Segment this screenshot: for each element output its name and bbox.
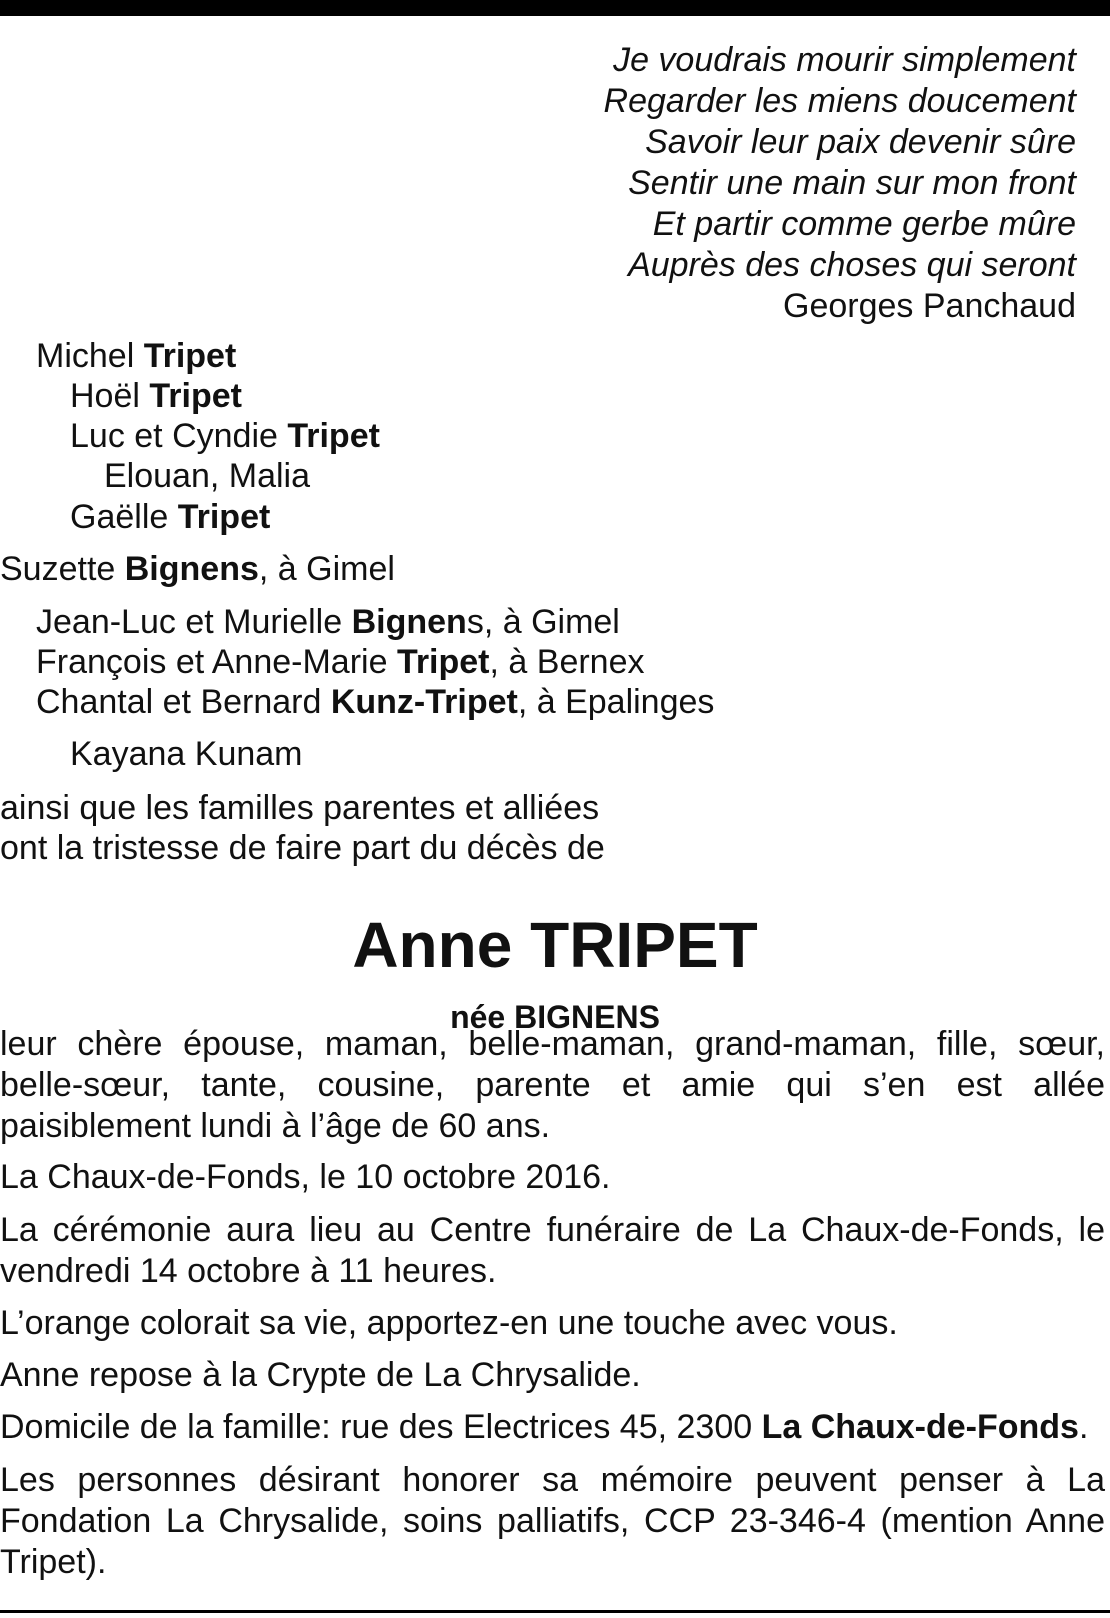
ceremony-paragraph: La cérémonie aura lieu au Centre funéraire de La Chaux-de-Fonds, le vendredi 14 octobre à 11 heures. bbox=[0, 1211, 1105, 1290]
mourner-place: , à Epalinges bbox=[517, 683, 715, 721]
deceased-maiden-name: née BIGNENS bbox=[450, 999, 660, 1035]
domicile-address: Domicile de la famille: rue des Electrices 45, 2300 bbox=[0, 1408, 762, 1446]
mourner-place: , à Bernex bbox=[489, 643, 645, 681]
mourner-place: , à Gimel bbox=[258, 550, 395, 588]
orange-paragraph: L’orange colorait sa vie, apportez-en une touche avec vous. bbox=[0, 1304, 898, 1342]
mourner-first-name: Gaëlle bbox=[70, 498, 178, 536]
mourner-suzette bbox=[0, 549, 395, 589]
mourner-chantal bbox=[36, 682, 714, 722]
intro-line-2: ont la tristesse de faire part du décès de bbox=[0, 829, 605, 867]
mourner-first-name: Hoël bbox=[70, 377, 150, 415]
intro-line-1: ainsi que les familles parentes et alliées bbox=[0, 789, 600, 827]
mourner-last-name: Bignen bbox=[351, 603, 467, 641]
mourner-last-name: Bignens bbox=[124, 550, 259, 588]
mourner-jeanluc bbox=[36, 602, 620, 642]
mourner-last-name: Tripet bbox=[177, 498, 271, 536]
top-rule bbox=[0, 0, 1110, 16]
poem-verse: Regarder les miens doucement bbox=[603, 82, 1076, 120]
description-paragraph: leur chère épouse, maman, belle-maman, grand-maman, fille, sœur, belle-sœur, tante, cousine, parente et amie qui s’en est allée paisiblement lundi à l’âge de 60 ans. bbox=[0, 1025, 1105, 1145]
mourner-luc bbox=[70, 416, 380, 456]
mourner-last-name: Kunz-Tripet bbox=[330, 683, 518, 721]
poem-verse: Et partir comme gerbe mûre bbox=[652, 205, 1076, 243]
mourner-hoel bbox=[70, 376, 242, 416]
mourner-grandchildren: Elouan, Malia bbox=[104, 457, 311, 495]
mourner-gaelle bbox=[70, 497, 270, 537]
mourner-last-name: Tripet bbox=[143, 337, 237, 375]
mourner-first-name: Jean-Luc et Murielle bbox=[36, 603, 352, 641]
domicile-paragraph bbox=[0, 1407, 1105, 1448]
mourner-last-name: Tripet bbox=[149, 377, 242, 415]
mourner-last-name: Tripet bbox=[396, 643, 490, 681]
poem-verse: Auprès des choses qui seront bbox=[628, 246, 1076, 284]
mourner-kayana: Kayana Kunam bbox=[70, 735, 303, 773]
poem-verse: Savoir leur paix devenir sûre bbox=[645, 123, 1076, 161]
mourner-michel bbox=[36, 336, 236, 376]
mourner-first-name: François et Anne-Marie bbox=[36, 643, 397, 681]
poem bbox=[476, 40, 1076, 327]
mourner-last-name: Tripet bbox=[287, 417, 380, 455]
mourner-first-name: Michel bbox=[36, 337, 144, 375]
domicile-city: La Chaux-de-Fonds bbox=[761, 1408, 1079, 1446]
donation-paragraph: Les personnes désirant honorer sa mémoire peuvent penser à La Fondation La Chrysalide, soins palliatifs, CCP 23-346-4 (mention Anne Tripet). bbox=[0, 1461, 1105, 1581]
poem-verse: Sentir une main sur mon front bbox=[628, 164, 1076, 202]
mourner-francois bbox=[36, 642, 645, 682]
poem-verse: Je voudrais mourir simplement bbox=[613, 41, 1076, 79]
poem-author: Georges Panchaud bbox=[783, 287, 1076, 325]
place-date-paragraph: La Chaux-de-Fonds, le 10 octobre 2016. bbox=[0, 1158, 611, 1196]
mourner-last-name-rest: s bbox=[466, 603, 484, 641]
mourner-first-name: Luc et Cyndie bbox=[70, 417, 288, 455]
mourner-first-name: Suzette bbox=[0, 550, 125, 588]
domicile-period: . bbox=[1078, 1408, 1089, 1446]
deceased-name: Anne TRIPET bbox=[352, 909, 758, 981]
rests-paragraph: Anne repose à la Crypte de La Chrysalide. bbox=[0, 1356, 641, 1394]
bottom-rule bbox=[0, 1610, 1110, 1613]
mourner-place: , à Gimel bbox=[483, 603, 620, 641]
mourner-first-name: Chantal et Bernard bbox=[36, 683, 331, 721]
